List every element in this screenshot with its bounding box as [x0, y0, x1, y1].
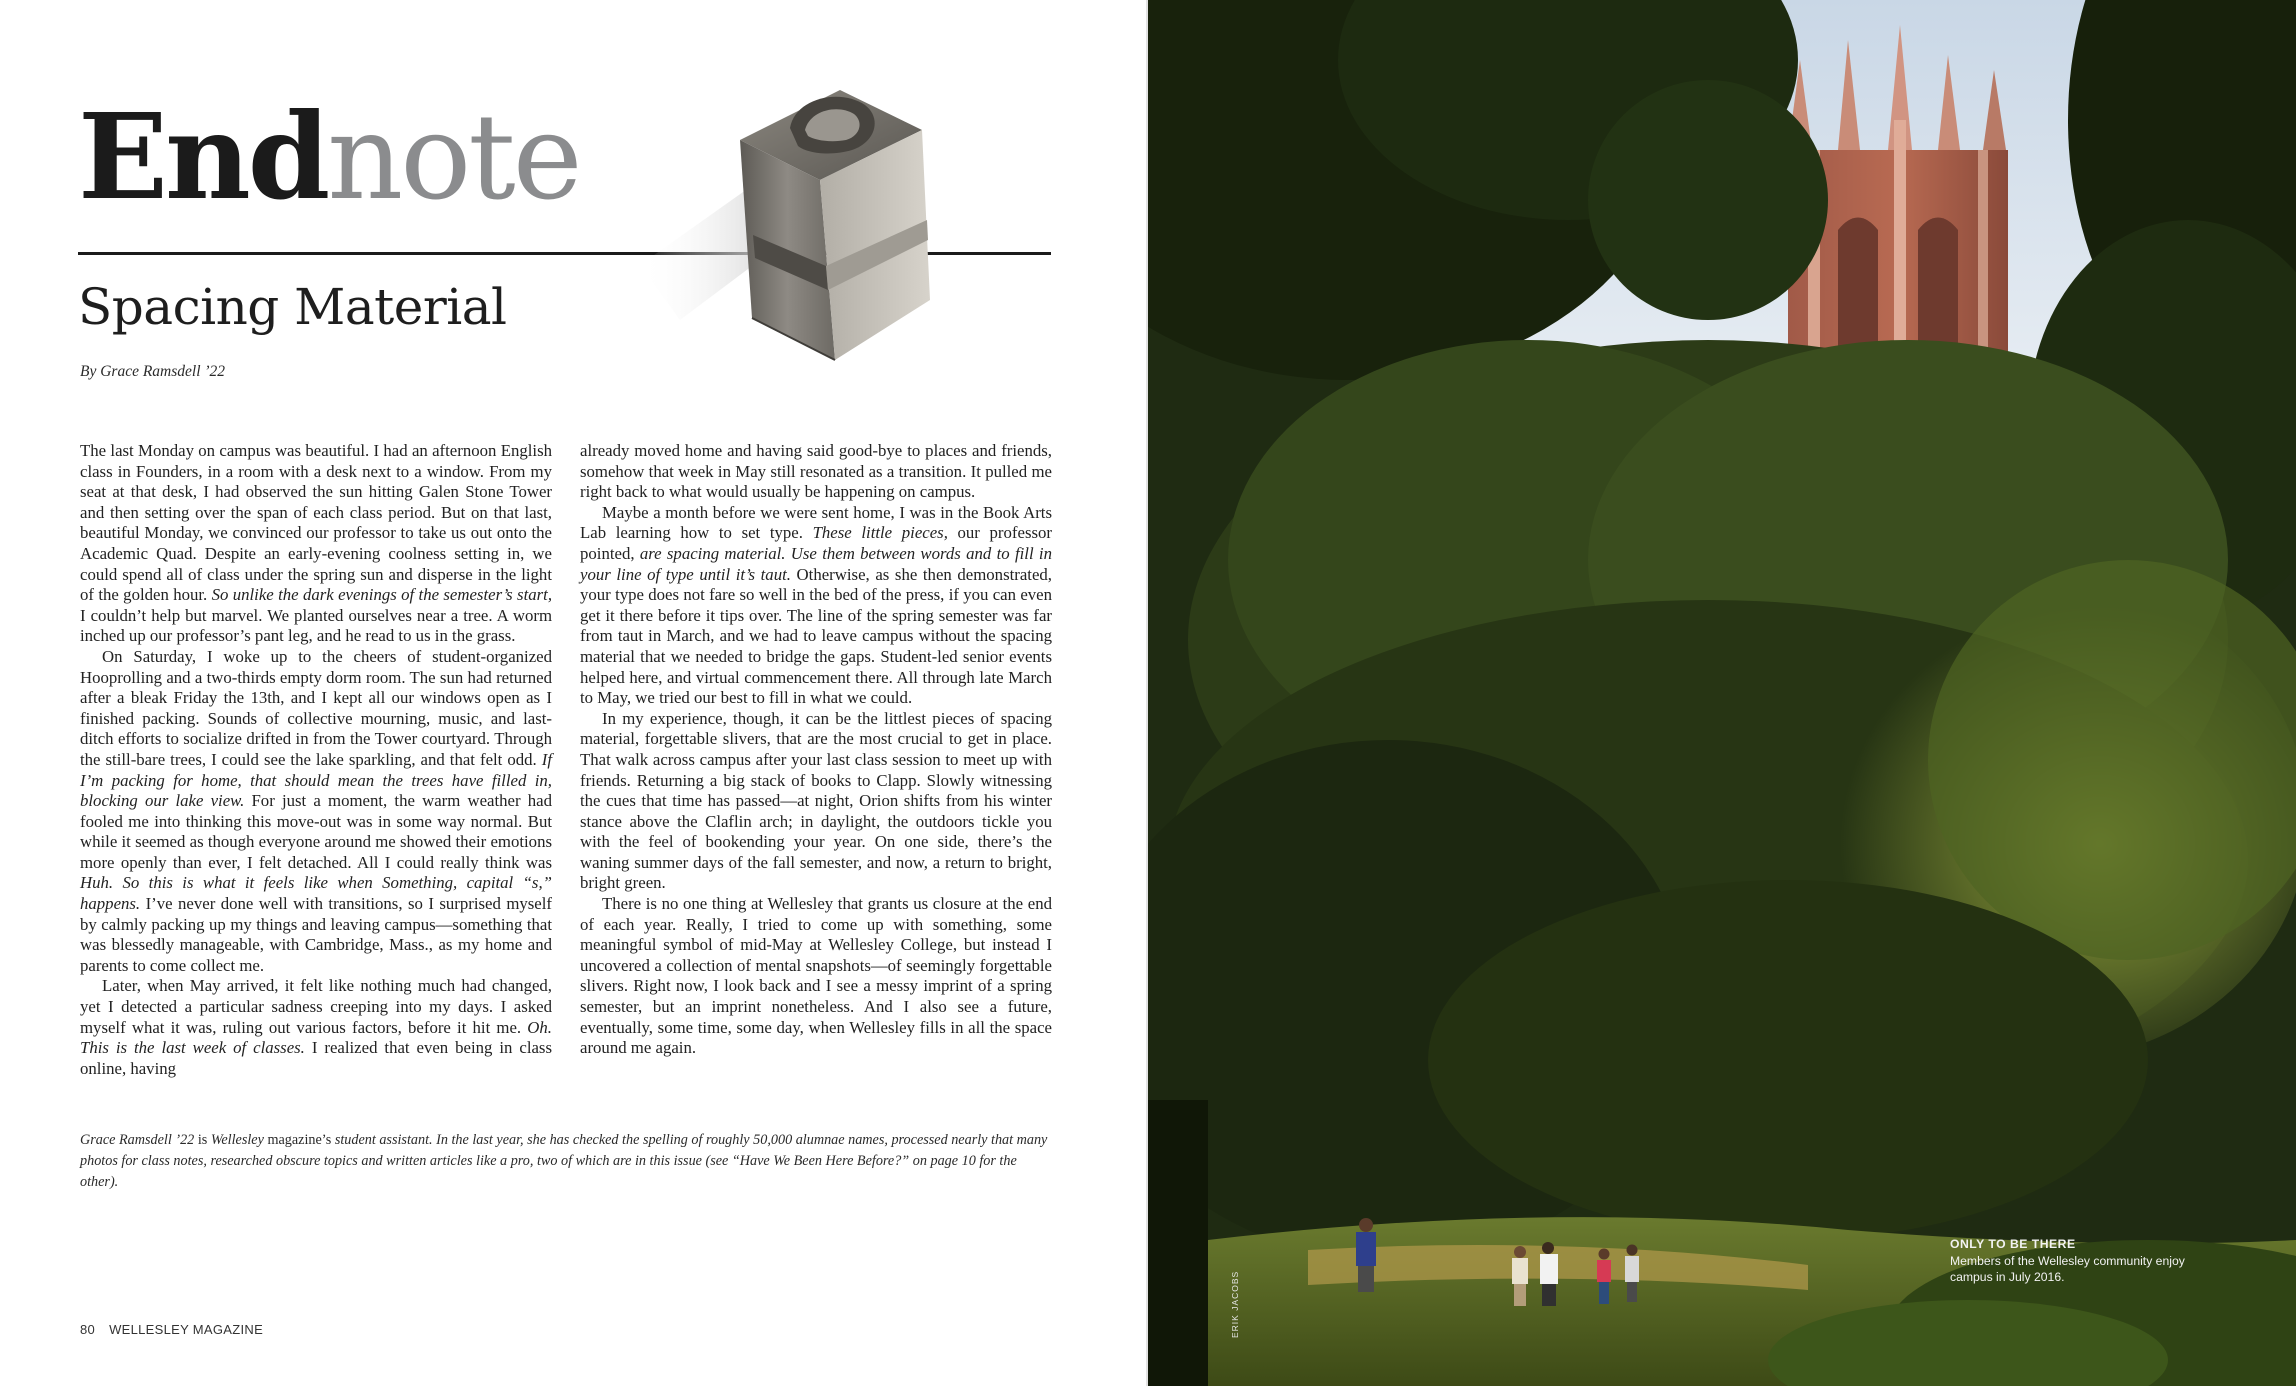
department-title-dark: End — [78, 87, 328, 226]
department-title-light: note — [327, 88, 580, 226]
article-paragraph: On Saturday, I woke up to the cheers of student-organized Hooprolling and a two-thirds empty dorm room. The sun had returned after a bleak Friday the 13th, and I kept all our windows open as I finished packing. Sounds of collective mourning, music, and last-ditch efforts to socialize drifted in from the Tower courtyard. Through the still-bare trees, I could see the lake sparkling, and that felt odd. If I’m packing for home, that should mean the trees have filled in, blocking our lake view. For just a moment, the warm weather had fooled me into thinking this move-out was in some way normal. But while it seemed as though everyone around me showed their emotions more openly than ever, I felt detached. All I could really think was Huh. So this is what it feels like when Something, capital “s,” happens. I’ve never done well with transitions, so I surprised myself by calmly packing up my things and leaving campus—something that was blessedly manageable, with Cambridge, Mass., as my home and parents to come collect me. — [80, 646, 552, 975]
campus-tower-photo — [1148, 0, 2296, 1386]
magazine-name: WELLESLEY MAGAZINE — [109, 1322, 264, 1337]
headline: Spacing Material — [78, 278, 507, 336]
article-paragraph: already moved home and having said good-bye to places and friends, somehow that week in May still resonated as a transition. It pulled me right back to what would usually be happening on campus. — [580, 441, 1052, 502]
caption-title: ONLY TO BE THERE — [1950, 1237, 2076, 1251]
caption-text: Members of the Wellesley community enjoy campus in July 2016. — [1950, 1253, 2185, 1284]
article-paragraph: Later, when May arrived, it felt like nothing much had changed, yet I detected a particular sadness creeping into my days. I asked myself what it was, ruling out various factors, before it hit me. Oh. This is the last week of classes. I realized that even being in class online, having — [80, 976, 552, 1078]
article-paragraph: The last Monday on campus was beautiful. I had an afternoon English class in Founders, in a room with a desk next to a window. From my seat at that desk, I had observed the sun hitting Galen Stone Tower and then setting over the span of each class period. But on that last, beautiful Monday, we convinced our professor to take us out onto the Academic Quad. Despite an early-evening coolness setting in, we could spend all of class under the spring sun and disperse in the light of the golden hour. So unlike the dark evenings of the semester’s start, I couldn’t help but marvel. We planted ourselves near a tree. A worm inched up our professor’s pant leg, and he read to us in the grass. — [80, 441, 553, 646]
photo-caption — [1950, 1236, 2190, 1286]
right-page-photo — [1148, 0, 2296, 1386]
article-column-1 — [80, 441, 552, 1079]
author-bio: Grace Ramsdell ’22 is Wellesley magazine’s student assistant. In the last year, she has checked the spelling of roughly 50,000 alumnae names, processed nearly that many photos for class notes, researched obscure topics and written articles like a pro, two of which are in this issue (see “Have We Been Here Before?” on page 10 for the other). — [80, 1132, 1048, 1190]
article-paragraph: There is no one thing at Wellesley that grants us closure at the end of each year. Really, I tried to come up with something, some meaningful symbol of mid-May at Wellesley College, but instead I uncovered a collection of mental snapshots—of seemingly forgettable slivers. Right now, I look back and I see a messy imprint of a spring semester, but an imprint nonetheless. And I also see a future, eventually, some time, some day, when Wellesley fills in all the space around me again. — [580, 894, 1052, 1058]
byline: By Grace Ramsdell ’22 — [80, 363, 226, 380]
metal-type-block-image — [640, 70, 970, 370]
photo-credit: ERIK JACOBS — [1230, 1270, 1240, 1338]
page-number: 80 — [80, 1322, 96, 1337]
article-paragraph: In my experience, though, it can be the littlest pieces of spacing material, forgettable slivers, that are the most crucial to get in place. That walk across campus after your last class session to meet up with friends. Returning a big stack of books to Clapp. Slowly witnessing the cues that time has passed—at night, Orion shifts from his winter stance above the Claflin arch; in daylight, the outdoors tickle you with the feel of bookending your year. On one side, there’s the waning summer days of the fall semester, and now, a return to bright, bright green. — [580, 708, 1052, 893]
article-paragraph: Maybe a month before we were sent home, I was in the Book Arts Lab learning how to set type. These little pieces, our professor pointed, are spacing material. Use them between words and to fill in your line of type until it’s taut. Otherwise, as she then demonstrated, your type does not fare so well in the bed of the press, if you can even get it there before it tips over. The line of the spring semester was far from taut in March, and we had to leave campus without the spacing material that we needed to bridge the gaps. Student-led senior events helped here, and virtual commencement there. All through late March to May, we tried our best to fill in what we could. — [580, 502, 1052, 708]
department-title — [78, 87, 580, 226]
folio — [80, 1322, 263, 1337]
article-column-2 — [580, 441, 1052, 1059]
